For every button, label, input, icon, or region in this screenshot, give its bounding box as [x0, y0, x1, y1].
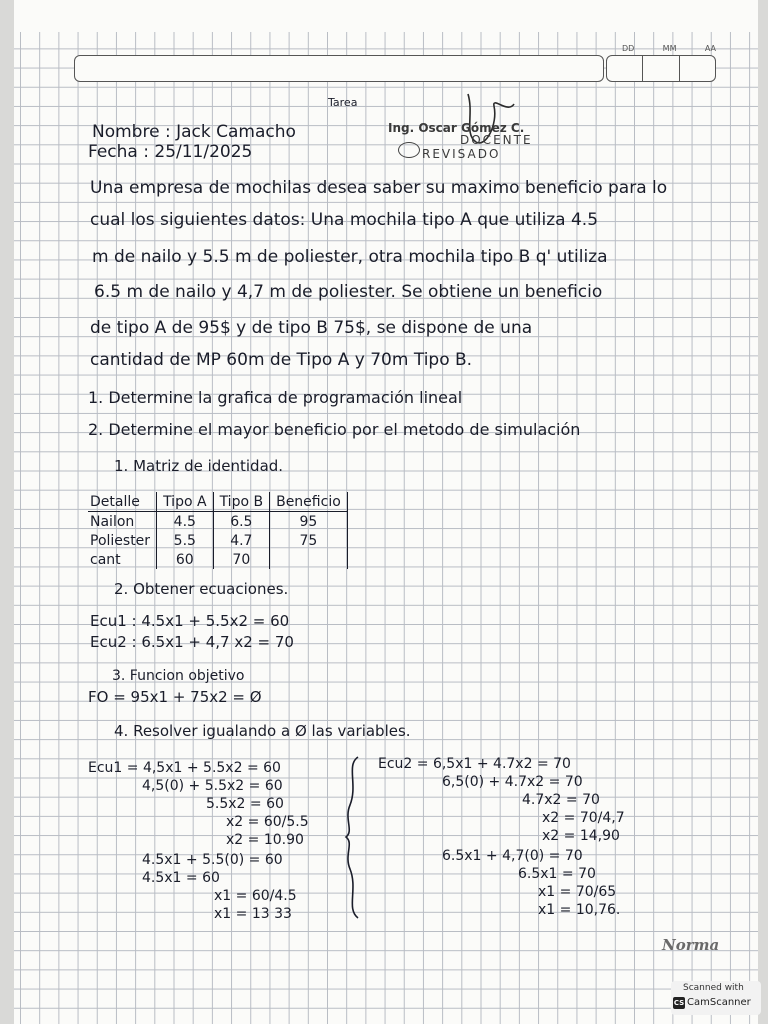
stamp-role: DOCENTE: [460, 133, 533, 147]
calc-line: x2 = 10.90: [226, 832, 304, 848]
table-header-cell: Beneficio: [270, 492, 348, 512]
notebook-brand-logo: Norma: [662, 936, 720, 954]
calc-line: 6.5x1 = 70: [518, 866, 596, 882]
table-header-cell: Tipo A: [157, 492, 214, 512]
problem-line-2: cual los siguientes datos: Una mochila tipo A que utiliza 4.5: [90, 210, 599, 230]
question-1: 1. Determine la grafica de programación lineal: [88, 388, 463, 407]
question-2: 2. Determine el mayor beneficio por el metodo de simulación: [88, 420, 581, 439]
page-title: Tarea: [328, 96, 358, 109]
camscanner-app-name: CamScanner: [687, 997, 751, 1008]
calc-line: 6,5(0) + 4.7x2 = 70: [442, 774, 583, 790]
stamp-circle: [398, 142, 420, 158]
table-header-cell: Tipo B: [213, 492, 270, 512]
date-label-year: AA: [704, 44, 716, 53]
table-cell: 95: [270, 512, 348, 532]
calc-line: x1 = 70/65: [538, 884, 617, 900]
calc-line: 4.5x1 + 5.5(0) = 60: [142, 852, 283, 868]
problem-line-6: cantidad de MP 60m de Tipo A y 70m Tipo B.: [90, 350, 473, 370]
table-header-cell: Detalle: [88, 492, 157, 512]
table-cell: 60: [157, 550, 214, 569]
table-cell: 75: [270, 531, 348, 550]
equation-1: Ecu1 : 4.5x1 + 5.5x2 = 60: [90, 612, 290, 630]
header-date-box: [606, 55, 716, 82]
scanned-with-label: Scanned with: [683, 983, 744, 993]
stamp-reviewed: REVISADO: [422, 147, 501, 161]
table-cell: Poliester: [90, 532, 151, 549]
table-header-row: [88, 492, 347, 512]
table-row: [88, 531, 347, 550]
camscanner-icon: CS: [673, 999, 685, 1007]
table-cell: 4.5: [157, 512, 214, 532]
calc-line: 5.5x2 = 60: [206, 796, 284, 812]
date-cell-month: [643, 56, 679, 81]
problem-line-3: m de nailo y 5.5 m de poliester, otra mochila tipo B q' utiliza: [92, 247, 608, 267]
step-4-heading: 4. Resolver igualando a Ø las variables.: [114, 722, 411, 740]
calc-line: x2 = 60/5.5: [226, 814, 309, 830]
step-3-heading: 3. Funcion objetivo: [112, 668, 245, 684]
calc-line: x1 = 10,76.: [538, 902, 621, 918]
date-label-month: MM: [662, 44, 677, 53]
calc-line: Ecu1 = 4,5x1 + 5.5x2 = 60: [88, 760, 281, 776]
right-calculation-block: [378, 756, 638, 916]
curly-brace-divider: [340, 755, 366, 920]
step-2-heading: 2. Obtener ecuaciones.: [114, 580, 289, 598]
objective-function: FO = 95x1 + 75x2 = Ø: [88, 688, 262, 706]
date-label-day: DD: [622, 44, 635, 53]
stamp-teacher-name: Ing. Oscar Gómez C.: [388, 121, 525, 135]
step-1-heading: 1. Matriz de identidad.: [114, 457, 284, 475]
table-cell: 70: [213, 550, 270, 569]
problem-line-4: 6.5 m de nailo y 4,7 m de poliester. Se obtiene un beneficio: [94, 282, 603, 302]
calc-line: x1 = 60/4.5: [214, 888, 297, 904]
date-cell-day: [607, 56, 643, 81]
calc-line: x1 = 13 33: [214, 906, 292, 922]
calc-line: 4,5(0) + 5.5x2 = 60: [142, 778, 283, 794]
calc-line: x2 = 70/4,7: [542, 810, 625, 826]
page-top-margin: [14, 0, 758, 32]
table-cell: [270, 550, 348, 569]
left-calculation-block: [88, 760, 348, 920]
identity-matrix-table: [88, 492, 348, 569]
calc-line: 4.5x1 = 60: [142, 870, 220, 886]
camscanner-watermark: [671, 981, 761, 1015]
date-labels: [622, 44, 716, 53]
table-row: [88, 512, 347, 532]
problem-line-5: de tipo A de 95$ y de tipo B 75$, se dispone de una: [90, 318, 533, 338]
date-cell-year: [680, 56, 715, 81]
equation-2: Ecu2 : 6.5x1 + 4,7 x2 = 70: [90, 633, 294, 651]
calc-line: Ecu2 = 6,5x1 + 4.7x2 = 70: [378, 756, 571, 772]
table-cell: Nailon: [90, 513, 135, 530]
assignment-date: Fecha : 25/11/2025: [88, 142, 253, 162]
calc-line: x2 = 14,90: [542, 828, 620, 844]
table-cell: 4.7: [213, 531, 270, 550]
problem-line-1: Una empresa de mochilas desea saber su maximo beneficio para lo: [90, 178, 668, 198]
table-cell: cant: [90, 551, 121, 568]
table-row: [88, 550, 347, 569]
calc-line: 6.5x1 + 4,7(0) = 70: [442, 848, 583, 864]
header-title-box: [74, 55, 604, 82]
calc-line: 4.7x2 = 70: [522, 792, 600, 808]
student-name: Nombre : Jack Camacho: [92, 122, 296, 142]
table-cell: 6.5: [213, 512, 270, 532]
table-cell: 5.5: [157, 531, 214, 550]
